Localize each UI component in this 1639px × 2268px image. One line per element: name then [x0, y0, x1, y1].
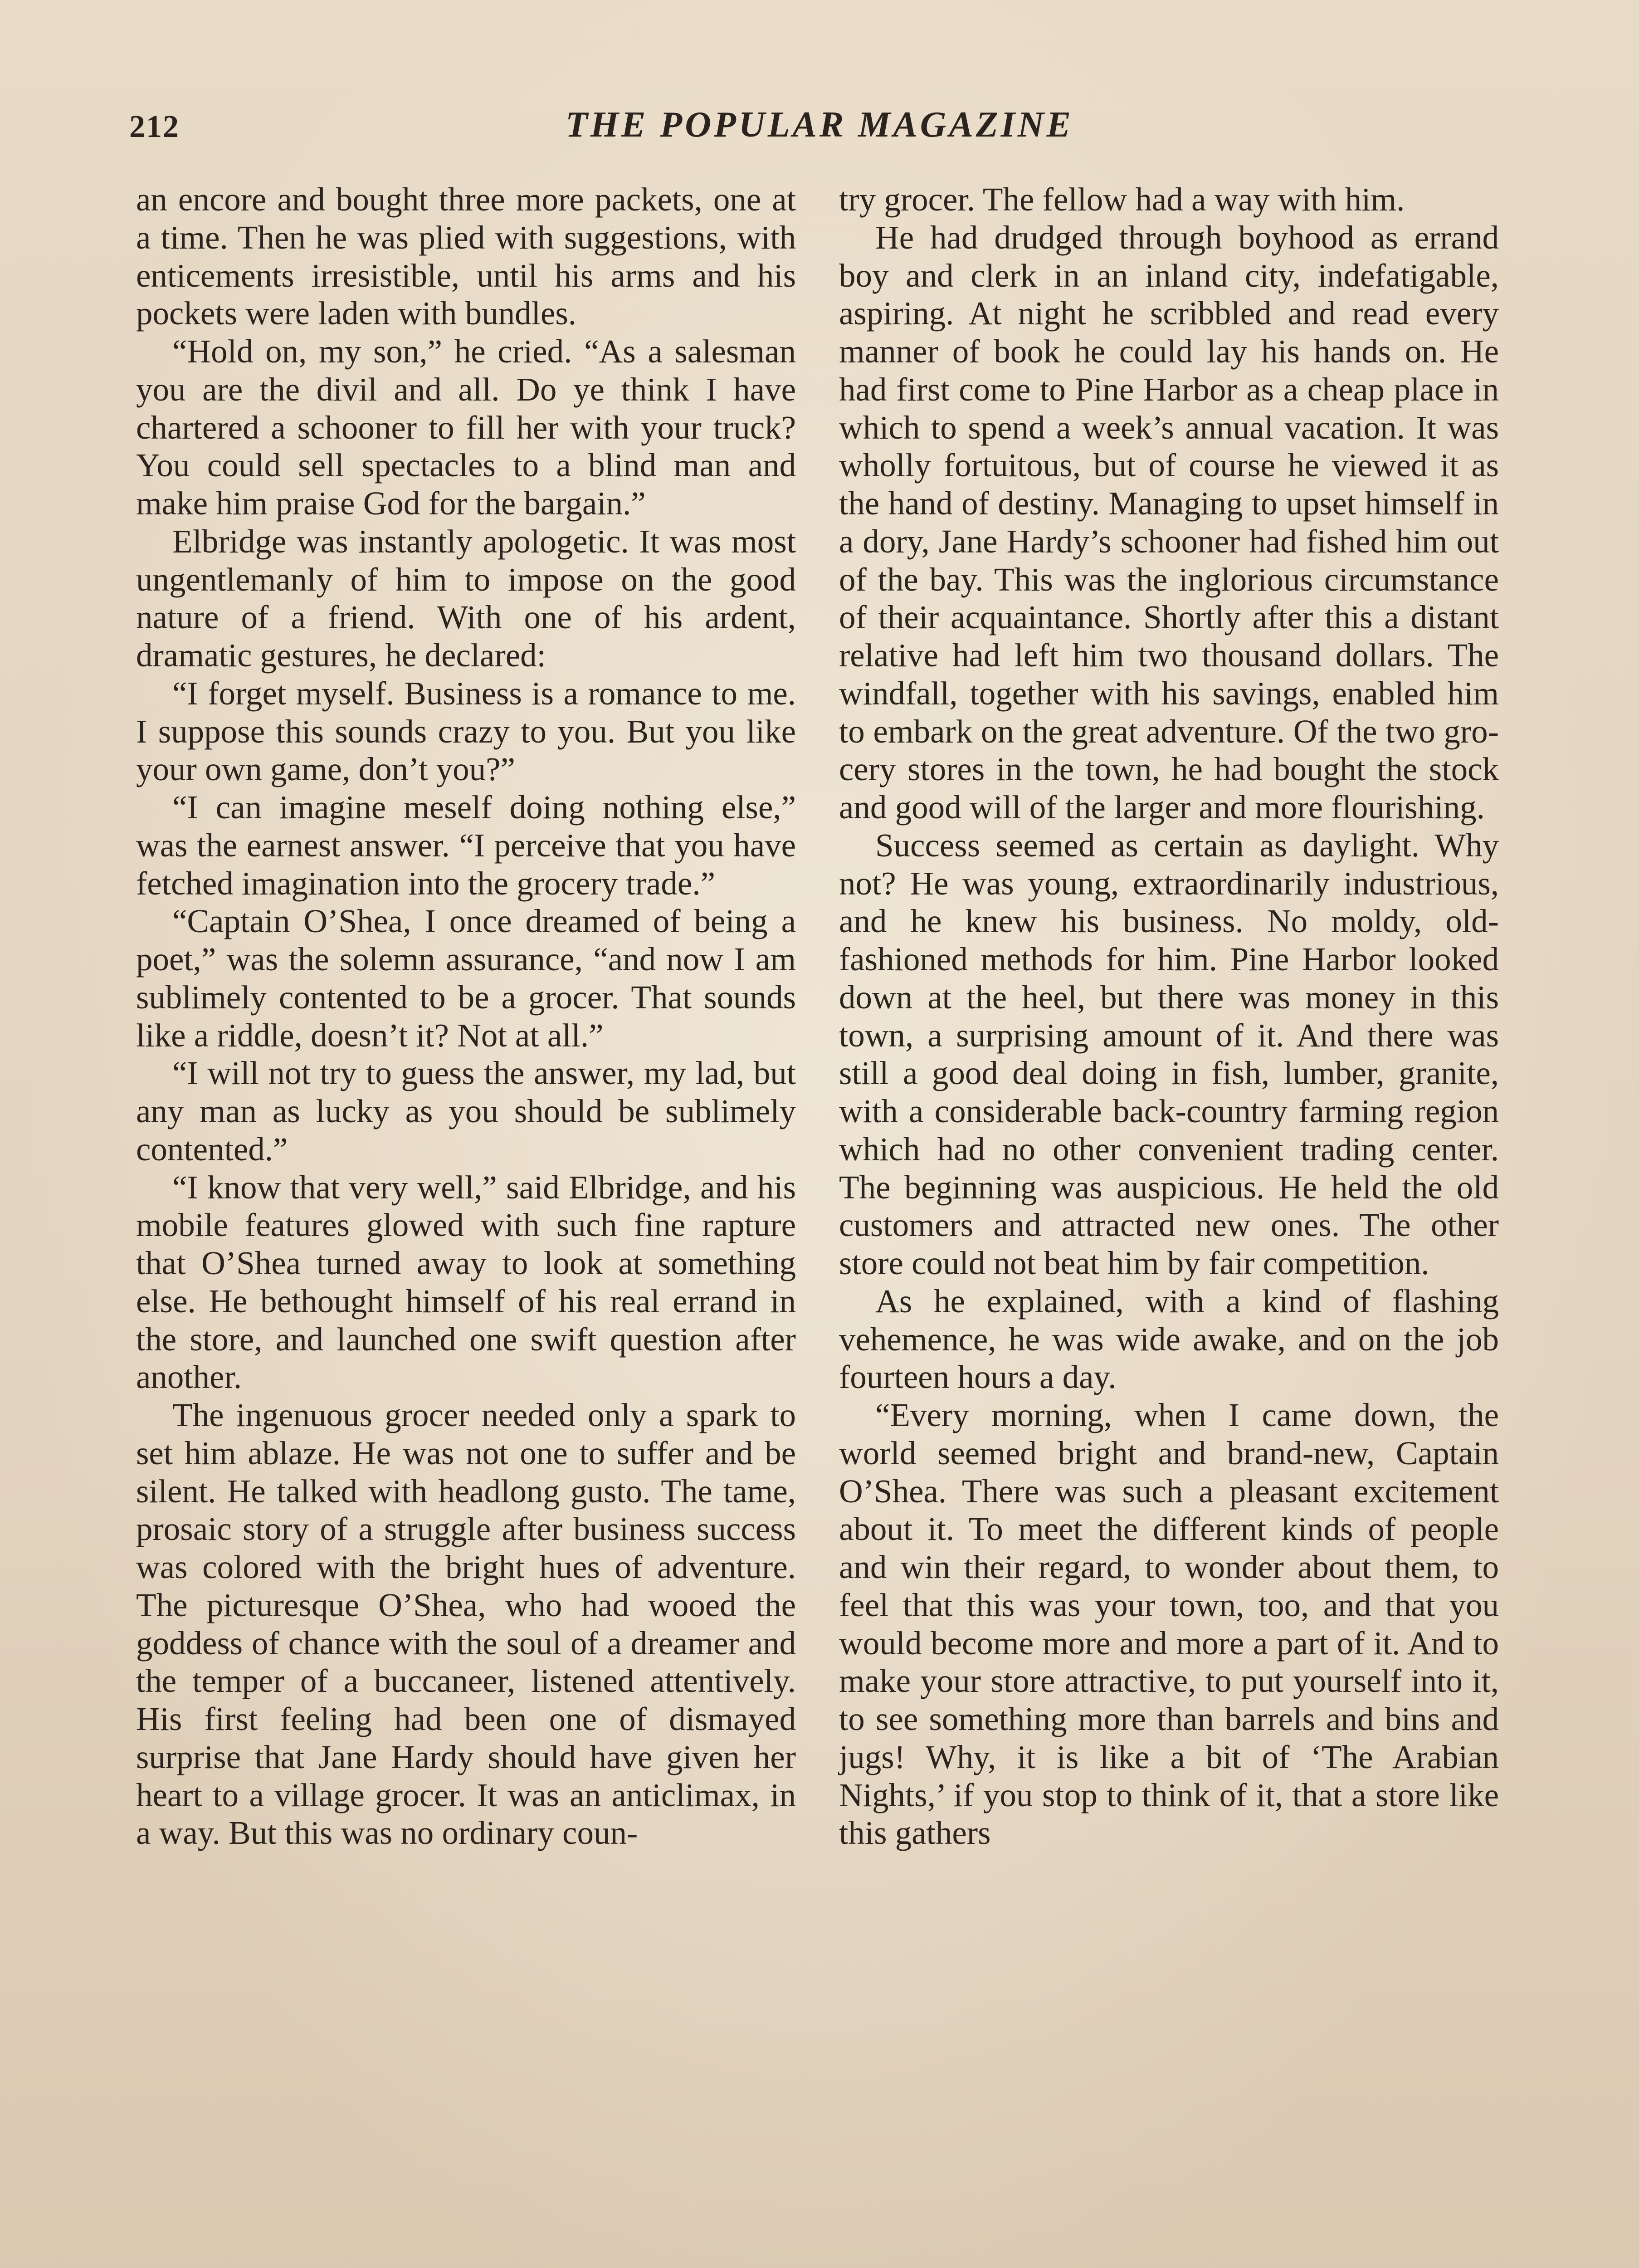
right-column: [839, 181, 1499, 1852]
paragraph: “Every morning, when I came down, the world seemed bright and brand-new, Captain O’Shea. There was such a pleasant excitement about it. To meet the different kinds of people and win their regard, to wonder about them, to feel that this was your town, too, and that you would become more and more a part of it. And to make your store attractive, to put yourself into it, to see something more than barrels and bins and jugs! Why, it is like a bit of ‘The Arabian Nights,’ if you stop to think of it, that a store like this gathers: [839, 1397, 1499, 1852]
paragraph: “I can imagine meself doing nothing else,” was the earnest answer. “I perceive that you have fetched imagination into the grocery trade.”: [136, 789, 796, 902]
paragraph: try grocer. The fellow had a way with him.: [839, 181, 1405, 218]
paragraph: Elbridge was instantly apologetic. It was most ungentlemanly of him to impose on the good nature of a friend. With one of his ardent, dramatic gestures, he declared:: [136, 523, 796, 674]
page-number: 212: [129, 109, 180, 144]
paragraph: “Hold on, my son,” he cried. “As a salesman you are the divil and all. Do ye think I have chartered a schooner to fill her with your truck? You could sell spectacles to a blind man and make him praise God for the bargain.”: [136, 333, 796, 522]
paragraph: The ingenuous grocer needed only a spark to set him ablaze. He was not one to suffer and be silent. He talked with headlong gusto. The tame, prosaic story of a struggle after business success was colored with the bright hues of adventure. The picturesque O’Shea, who had wooed the goddess of chance with the soul of a dreamer and the temper of a buccaneer, listened attentively. His first feeling had been one of dismayed surprise that Jane Hardy should have given her heart to a village grocer. It was an anticlimax, in a way. But this was no ordinary coun-: [136, 1397, 796, 1852]
paragraph: Success seemed as certain as daylight. Why not? He was young, extraordinarily industrious, and he knew his business. No moldy, old-fashioned methods for him. Pine Harbor looked down at the heel, but there was money in this town, a surprising amount of it. And there was still a good deal doing in fish, lumber, granite, with a considerable back-country farming region which had no other convenient trading center. The beginning was auspicious. He held the old customers and attracted new ones. The other store could not beat him by fair competition.: [839, 826, 1499, 1281]
paragraph: an encore and bought three more packets, one at a time. Then he was plied with suggestions, with enticements irresistible, until his arms and his pockets were laden with bundles.: [136, 181, 796, 332]
paragraph: “I will not try to guess the answer, my lad, but any man as lucky as you should be sublimely contented.”: [136, 1055, 796, 1168]
paragraph: “I forget myself. Business is a romance to me. I suppose this sounds crazy to you. But you like your own game, don’t you?”: [136, 675, 796, 788]
paragraph: As he explained, with a kind of flashing vehemence, he was wide awake, and on the job fourteen hours a day.: [839, 1282, 1499, 1396]
paragraph: He had drudged through boyhood as errand boy and clerk in an inland city, indefatigable, aspiring. At night he scribbled and read every manner of book he could lay his hands on. He had first come to Pine Harbor as a cheap place in which to spend a week’s annual vacation. It was wholly fortuitous, but of course he viewed it as the hand of destiny. Managing to upset himself in a dory, Jane Hardy’s schooner had fished him out of the bay. This was the inglorious circumstance of their acquaintance. Shortly after this a distant relative had left him two thousand dollars. The windfall, together with his savings, enabled him to embark on the great adventure. Of the two grocery stores in the town, he had bought the stock and good will of the larger and more flourishing.: [839, 219, 1499, 826]
left-column: [136, 181, 796, 1852]
magazine-title: THE POPULAR MAGAZINE: [565, 105, 1074, 145]
page-header: [129, 104, 1510, 154]
paragraph: “Captain O’Shea, I once dreamed of being a poet,” was the solemn assurance, “and now I am sublimely contented to be a grocer. That sounds like a riddle, doesn’t it? Not at all.”: [136, 903, 796, 1054]
paragraph: “I know that very well,” said Elbridge, and his mobile features glowed with such fine rapture that O’Shea turned away to look at something else. He bethought himself of his real errand in the store, and launched one swift question after another.: [136, 1168, 796, 1396]
